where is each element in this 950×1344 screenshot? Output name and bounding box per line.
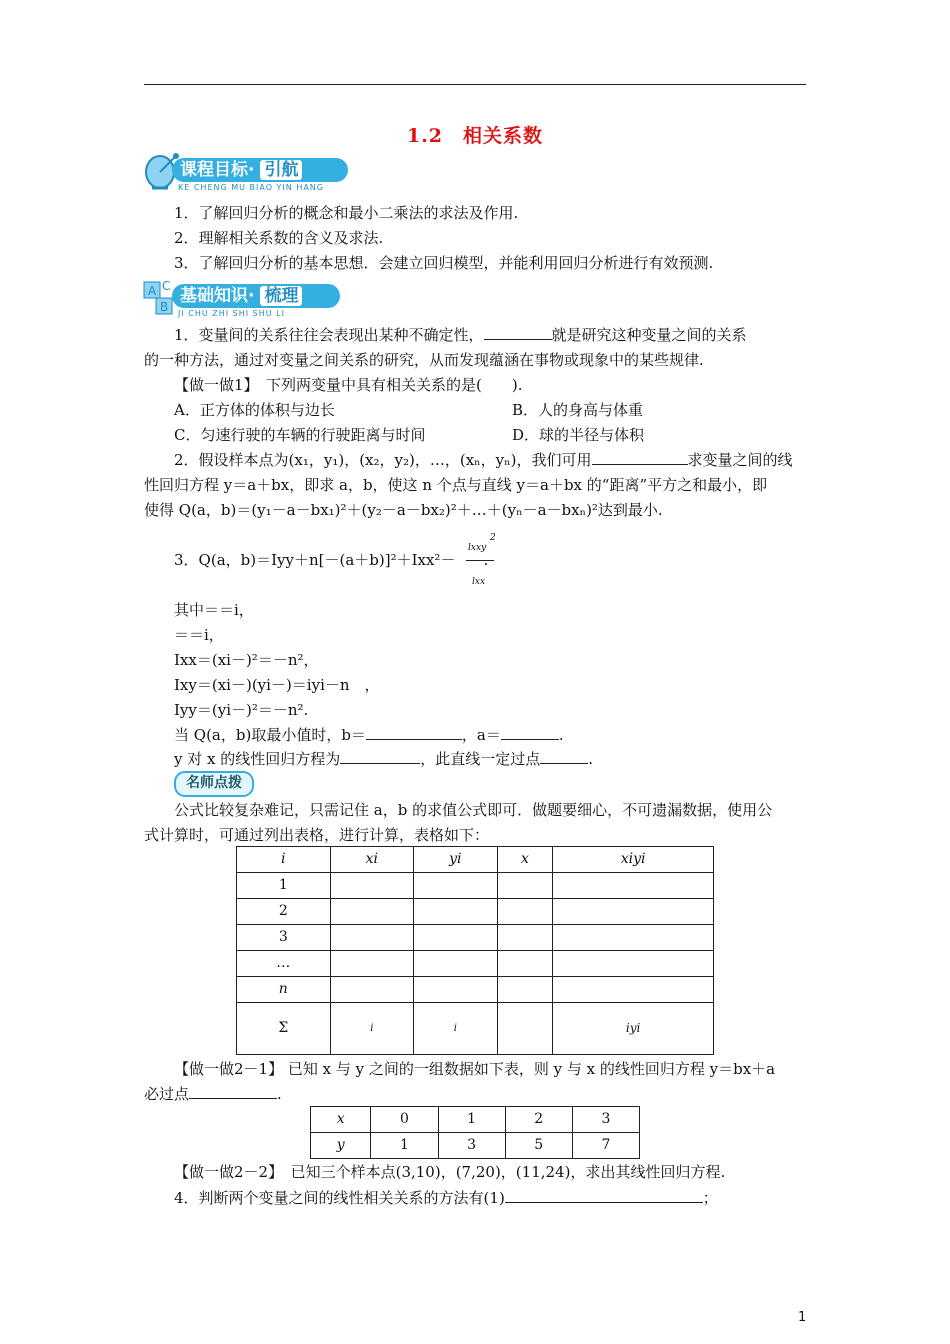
answer-blank[interactable] [505,1187,703,1203]
table-cell [497,951,553,977]
q1-option-c: C．匀速行驶的车辆的行驶距离与时间 [174,426,426,444]
table-row-x [311,1107,640,1133]
q21-line-1: 【做一做2－1】 已知 x 与 y 之间的一组数据如下表，则 y 与 x 的线性回归方程 y＝bx＋a [174,1060,776,1078]
table-cell [330,873,413,899]
table-cell: n [237,977,331,1003]
table-cell [497,873,553,899]
table-cell: Σ [237,1003,331,1055]
table-cell: iyi [553,1003,714,1055]
q1-option-a: A．正方体的体积与边长 [174,401,335,419]
q22: 【做一做2－2】 已知三个样本点(3,10)，(7,20)，(11,24)，求出其线性回归方程. [174,1163,726,1181]
table-row [237,899,714,925]
table-cell: i [414,1003,498,1055]
table-row [237,951,714,977]
table-cell [497,899,553,925]
svg-text:C: C [162,279,171,293]
min-condition-line: 当 Q(a，b)取最小值时，b＝ ，a＝ . [174,726,564,744]
q21-line-2: 必过点 . [144,1085,282,1103]
q1-option-d: D．球的半径与体积 [512,426,645,444]
table-cell [330,925,413,951]
knowledge-banner-title: 基础知识· 梳理 [180,284,302,308]
fraction-denominator: lxx [472,577,486,587]
goals-banner-title: 课程目标· 引航 [180,158,302,182]
table-cell [414,873,498,899]
svg-text:B: B [160,300,169,314]
table-cell: i [330,1003,413,1055]
table-cell: 3 [237,925,331,951]
table-cell: 1 [438,1107,505,1133]
goal-2: 2．理解相关系数的含义及求法. [174,229,384,247]
table-header-cell: xiyi [553,847,714,873]
goals-banner [142,150,352,200]
answer-blank[interactable] [484,324,552,340]
answer-blank[interactable] [540,748,588,764]
fraction-numerator: lxxy [468,543,487,553]
table-header-cell: yi [414,847,498,873]
goal-1: 1．了解回归分析的概念和最小二乘法的求法及作用. [174,204,519,222]
tip-line-1: 公式比较复杂难记，只需记住 a，b 的求值公式即可．做题要细心，不可遗漏数据，使用公 [174,801,773,819]
k4-line: 4．判断两个变量之间的线性相关关系的方法有(1) ； [174,1189,718,1207]
table-cell [330,951,413,977]
svg-text:A: A [148,284,157,298]
table-header-row [237,847,714,873]
table-cell [497,1003,553,1055]
table-cell [414,899,498,925]
table-row-y [311,1133,640,1159]
tip-line-2: 式计算时，可通过列出表格，进行计算，表格如下： [144,826,490,844]
fraction-exponent: 2 [490,533,496,543]
table-cell [414,925,498,951]
table-cell [497,925,553,951]
knowledge-banner-subtitle: JI CHU ZHI SHI SHU LI [178,309,285,318]
table-cell [553,951,714,977]
table-cell: 3 [572,1107,639,1133]
knowledge-banner [142,276,352,326]
xy-table [310,1106,640,1159]
k2-line-3: 使得 Q(a，b)＝(y₁－a－bx₁)²＋(y₂－a－bx₂)²＋…＋(yₙ－a－bxₙ)²达到最小. [144,501,663,519]
def-line-4: Ixy＝(xi－)(yi－)＝iyi－n ， [174,676,380,694]
tip-badge: 名师点拨 [174,771,254,797]
def-line-1: 其中＝＝i， [174,601,254,619]
table-cell: 1 [237,873,331,899]
table-cell [553,899,714,925]
k3-equation: 3．Q(a，b)＝Iyy＋n[－(a＋b)]²＋Ixx²－ . [174,551,489,569]
def-line-2: ＝＝i， [174,626,224,644]
table-header-cell: x [497,847,553,873]
header-rule [144,84,806,85]
table-cell: 0 [371,1107,438,1133]
k2-line-1: 2．假设样本点为(x₁，y₁)，(x₂，y₂)，…，(xₙ，yₙ)，我们可用 求变量之间的线 [174,451,793,469]
table-cell: 2 [505,1107,572,1133]
section-title: 1.2 相关系数 [406,125,544,147]
table-row [237,873,714,899]
table-row-sum [237,1003,714,1055]
table-cell: y [311,1133,371,1159]
table-cell: 2 [237,899,331,925]
table-cell: 1 [371,1133,438,1159]
table-cell: … [237,951,331,977]
fraction-bar [466,560,494,561]
table-cell [497,977,553,1003]
answer-blank[interactable] [501,724,559,740]
k2-line-2: 性回归方程 y＝a＋bx，即求 a，b，使这 n 个点与直线 y＝a＋bx 的“距离”平方之和最小，即 [144,476,768,494]
table-cell: 7 [572,1133,639,1159]
def-line-3: Ixx＝(xi－)²＝－n²， [174,651,319,669]
table-cell [330,977,413,1003]
def-line-5: Iyy＝(yi－)²＝－n². [174,701,309,719]
table-row [237,977,714,1003]
table-cell [553,925,714,951]
q1-stem: 【做一做1】 下列两变量中具有相关关系的是( ). [174,376,523,394]
answer-blank[interactable] [592,449,688,465]
regression-line: y 对 x 的线性回归方程为 ，此直线一定过点 . [174,750,594,768]
table-cell: x [311,1107,371,1133]
k1-line-1: 1．变量间的关系往往会表现出某种不确定性， 就是研究这种变量之间的关系 [174,326,747,344]
k1-line-2: 的一种方法，通过对变量之间关系的研究，从而发现蕴涵在事物或现象中的某些规律. [144,351,704,369]
table-cell [330,899,413,925]
sum-table [236,846,714,1055]
table-cell: 5 [505,1133,572,1159]
q1-option-b: B．人的身高与体重 [512,401,644,419]
table-row [237,925,714,951]
goals-banner-subtitle: KE CHENG MU BIAO YIN HANG [178,183,324,192]
table-header-cell: i [237,847,331,873]
page-number: 1 [798,1310,807,1325]
goal-3: 3．了解回归分析的基本思想．会建立回归模型，并能利用回归分析进行有效预测. [174,254,714,272]
table-cell: 3 [438,1133,505,1159]
table-cell [553,873,714,899]
table-cell [414,951,498,977]
answer-blank[interactable] [366,724,462,740]
table-cell [414,977,498,1003]
table-header-cell: xi [330,847,413,873]
answer-blank[interactable] [189,1083,277,1099]
answer-blank[interactable] [340,748,420,764]
table-cell [553,977,714,1003]
